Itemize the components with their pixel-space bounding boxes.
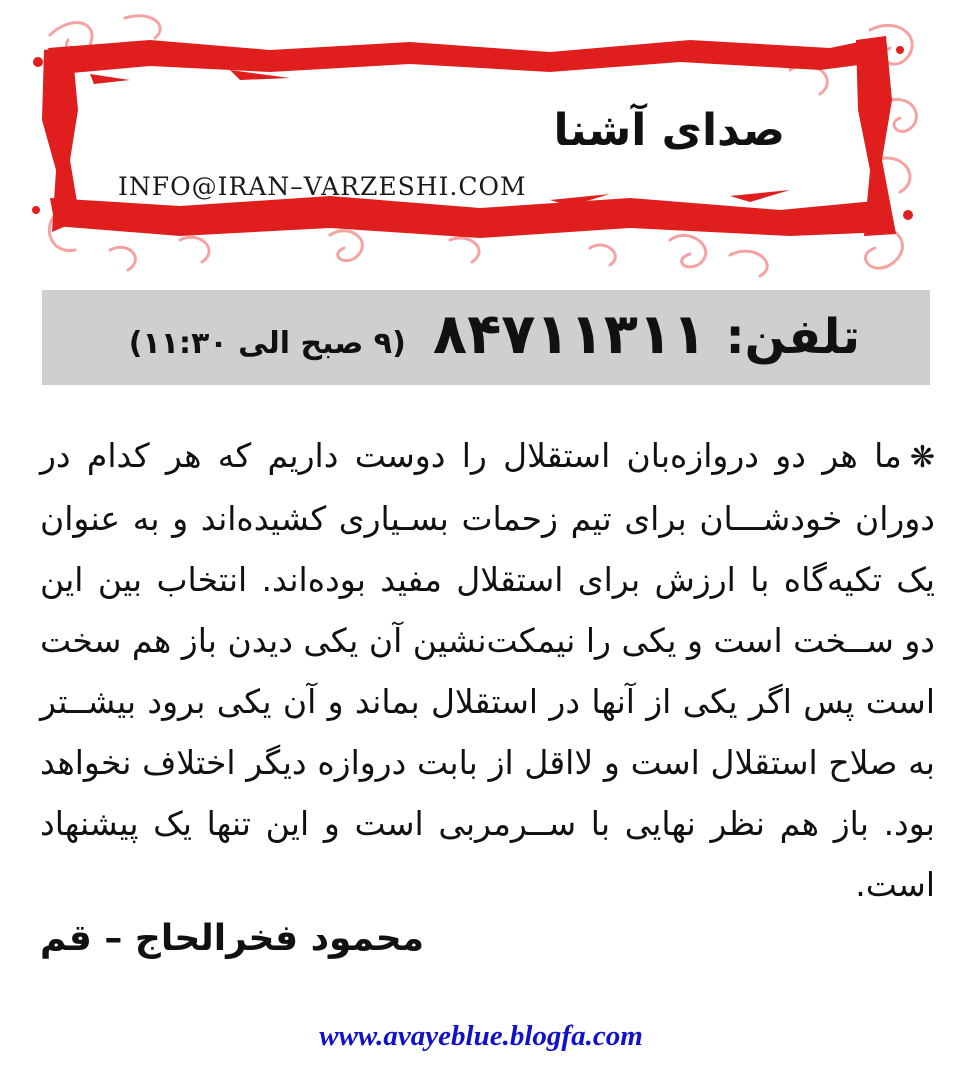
flower-bullet-icon: ❋ [909,440,935,475]
footer-url[interactable]: www.avayeblue.blogfa.com [319,1020,643,1052]
phone-line [129,302,860,367]
phone-label: تلفن: [725,309,860,365]
letter-text: ما هر دو دروازه‌بان استقلال را دوست داریم که هر کدام در دوران خودشـــان برای تیم زحمات بسـیاری کشیده‌اند و به عنوان یک تکیه‌گاه با ارزش برای استقلال مفید بوده‌اند. انتخاب بین این دو ســخت است و یکی را نیمکت‌نشین آن یکی دیدن باز هم سخت است پس اگر یکی از آنها در استقلال بماند و آن یکی برود بیشــتر به صلاح استقلال است و لااقل از بابت دروازه دیگر اختلاف نخواهد بود. باز هم نظر نهایی با ســرمربی است و این تنها یک پیشنهاد است. [40,436,935,904]
column-title: صدای آشنا [553,105,785,156]
letter-body [40,425,935,915]
column-header [30,10,930,280]
phone-bar [42,290,930,385]
phone-number: ۸۴۷۱۱۳۱۱ [432,302,707,367]
contact-email[interactable]: INFO@IRAN–VARZESHI.COM [118,172,527,201]
decorative-frame [30,10,930,280]
letter-signature: محمود فخرالحاج – قم [40,918,424,959]
phone-hours: (۹ صبح الی ۱۱:۳۰) [128,326,406,361]
